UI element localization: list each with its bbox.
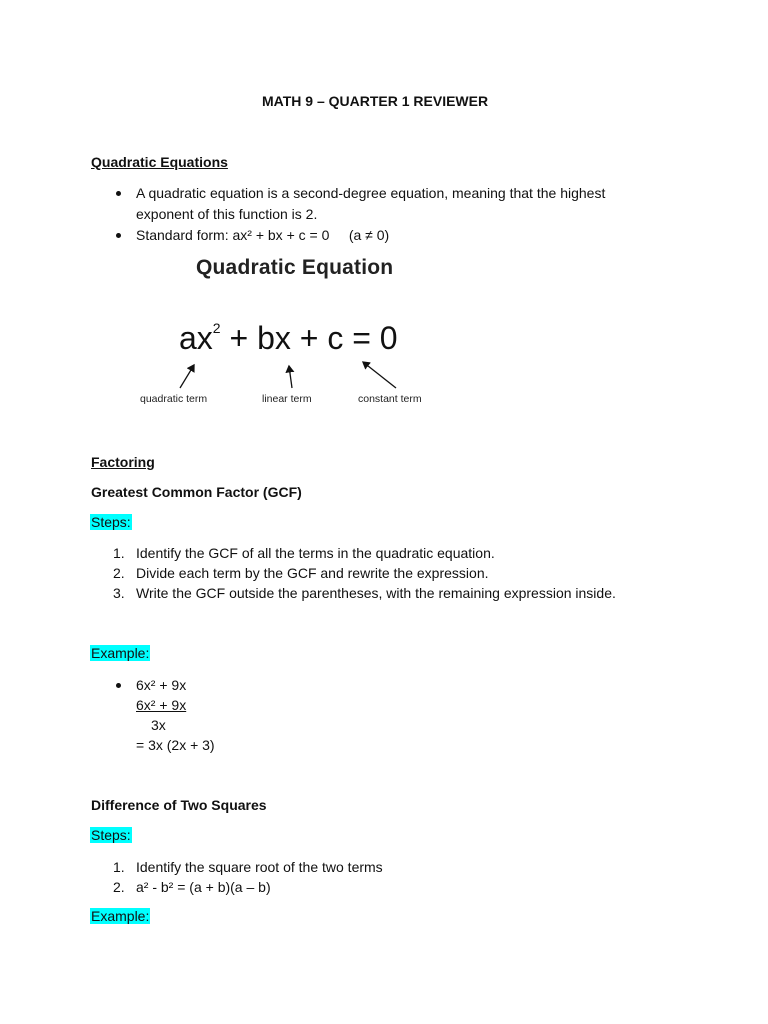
step-text: Identify the GCF of all the terms in the quadratic equation. (136, 545, 495, 561)
example-highlight: Example: (91, 645, 150, 661)
steps-label (90, 514, 132, 531)
steps-label (90, 827, 132, 844)
bullet-text-continued: exponent of this function is 2. (136, 206, 318, 222)
step-text: Identify the square root of the two terms (136, 859, 383, 875)
example-label (90, 645, 150, 662)
equation-ax: ax (179, 320, 213, 356)
step-number: 2. (113, 879, 125, 895)
steps-highlight: Steps: (91, 514, 131, 530)
figure-title: Quadratic Equation (196, 256, 394, 279)
step-text: Write the GCF outside the parentheses, with the remaining expression inside. (136, 585, 616, 601)
section-heading-quadratic: Quadratic Equations (91, 154, 228, 170)
example-highlight: Example: (91, 908, 150, 924)
label-quadratic-term: quadratic term (140, 393, 208, 405)
figure-arrows (134, 252, 444, 412)
quadratic-equation-figure (134, 252, 444, 412)
bullet-text: A quadratic equation is a second-degree equation, meaning that the highest (136, 185, 606, 201)
step-text: a² - b² = (a + b)(a – b) (136, 879, 271, 895)
standard-form-text: Standard form: ax² + bx + c = 0 (a ≠ 0) (136, 227, 390, 243)
arrow-linear-term (289, 366, 292, 388)
step-number: 2. (113, 565, 125, 581)
example-expression: 6x² + 9x (136, 677, 187, 693)
bullet-icon (116, 233, 121, 238)
section-heading-factoring: Factoring (91, 454, 155, 470)
example-numerator: 6x² + 9x (136, 697, 187, 713)
example-denominator: 3x (151, 717, 166, 733)
step-number: 1. (113, 545, 125, 561)
subheading-difference-of-squares: Difference of Two Squares (91, 797, 267, 813)
bullet-icon (116, 683, 121, 688)
step-number: 3. (113, 585, 125, 601)
equation-exponent: 2 (212, 320, 221, 336)
example-label (90, 908, 150, 925)
label-constant-term: constant term (358, 393, 422, 405)
example-result: = 3x (2x + 3) (136, 737, 215, 753)
bullet-icon (116, 191, 121, 196)
steps-highlight: Steps: (91, 827, 131, 843)
step-text: Divide each term by the GCF and rewrite the expression. (136, 565, 489, 581)
page-title: MATH 9 – QUARTER 1 REVIEWER (262, 93, 489, 109)
arrow-constant-term (363, 362, 396, 388)
equation-rest: + bx + c = 0 (220, 320, 398, 356)
step-number: 1. (113, 859, 125, 875)
arrow-quadratic-term (180, 365, 194, 388)
subheading-gcf: Greatest Common Factor (GCF) (91, 484, 302, 500)
label-linear-term: linear term (262, 393, 312, 405)
